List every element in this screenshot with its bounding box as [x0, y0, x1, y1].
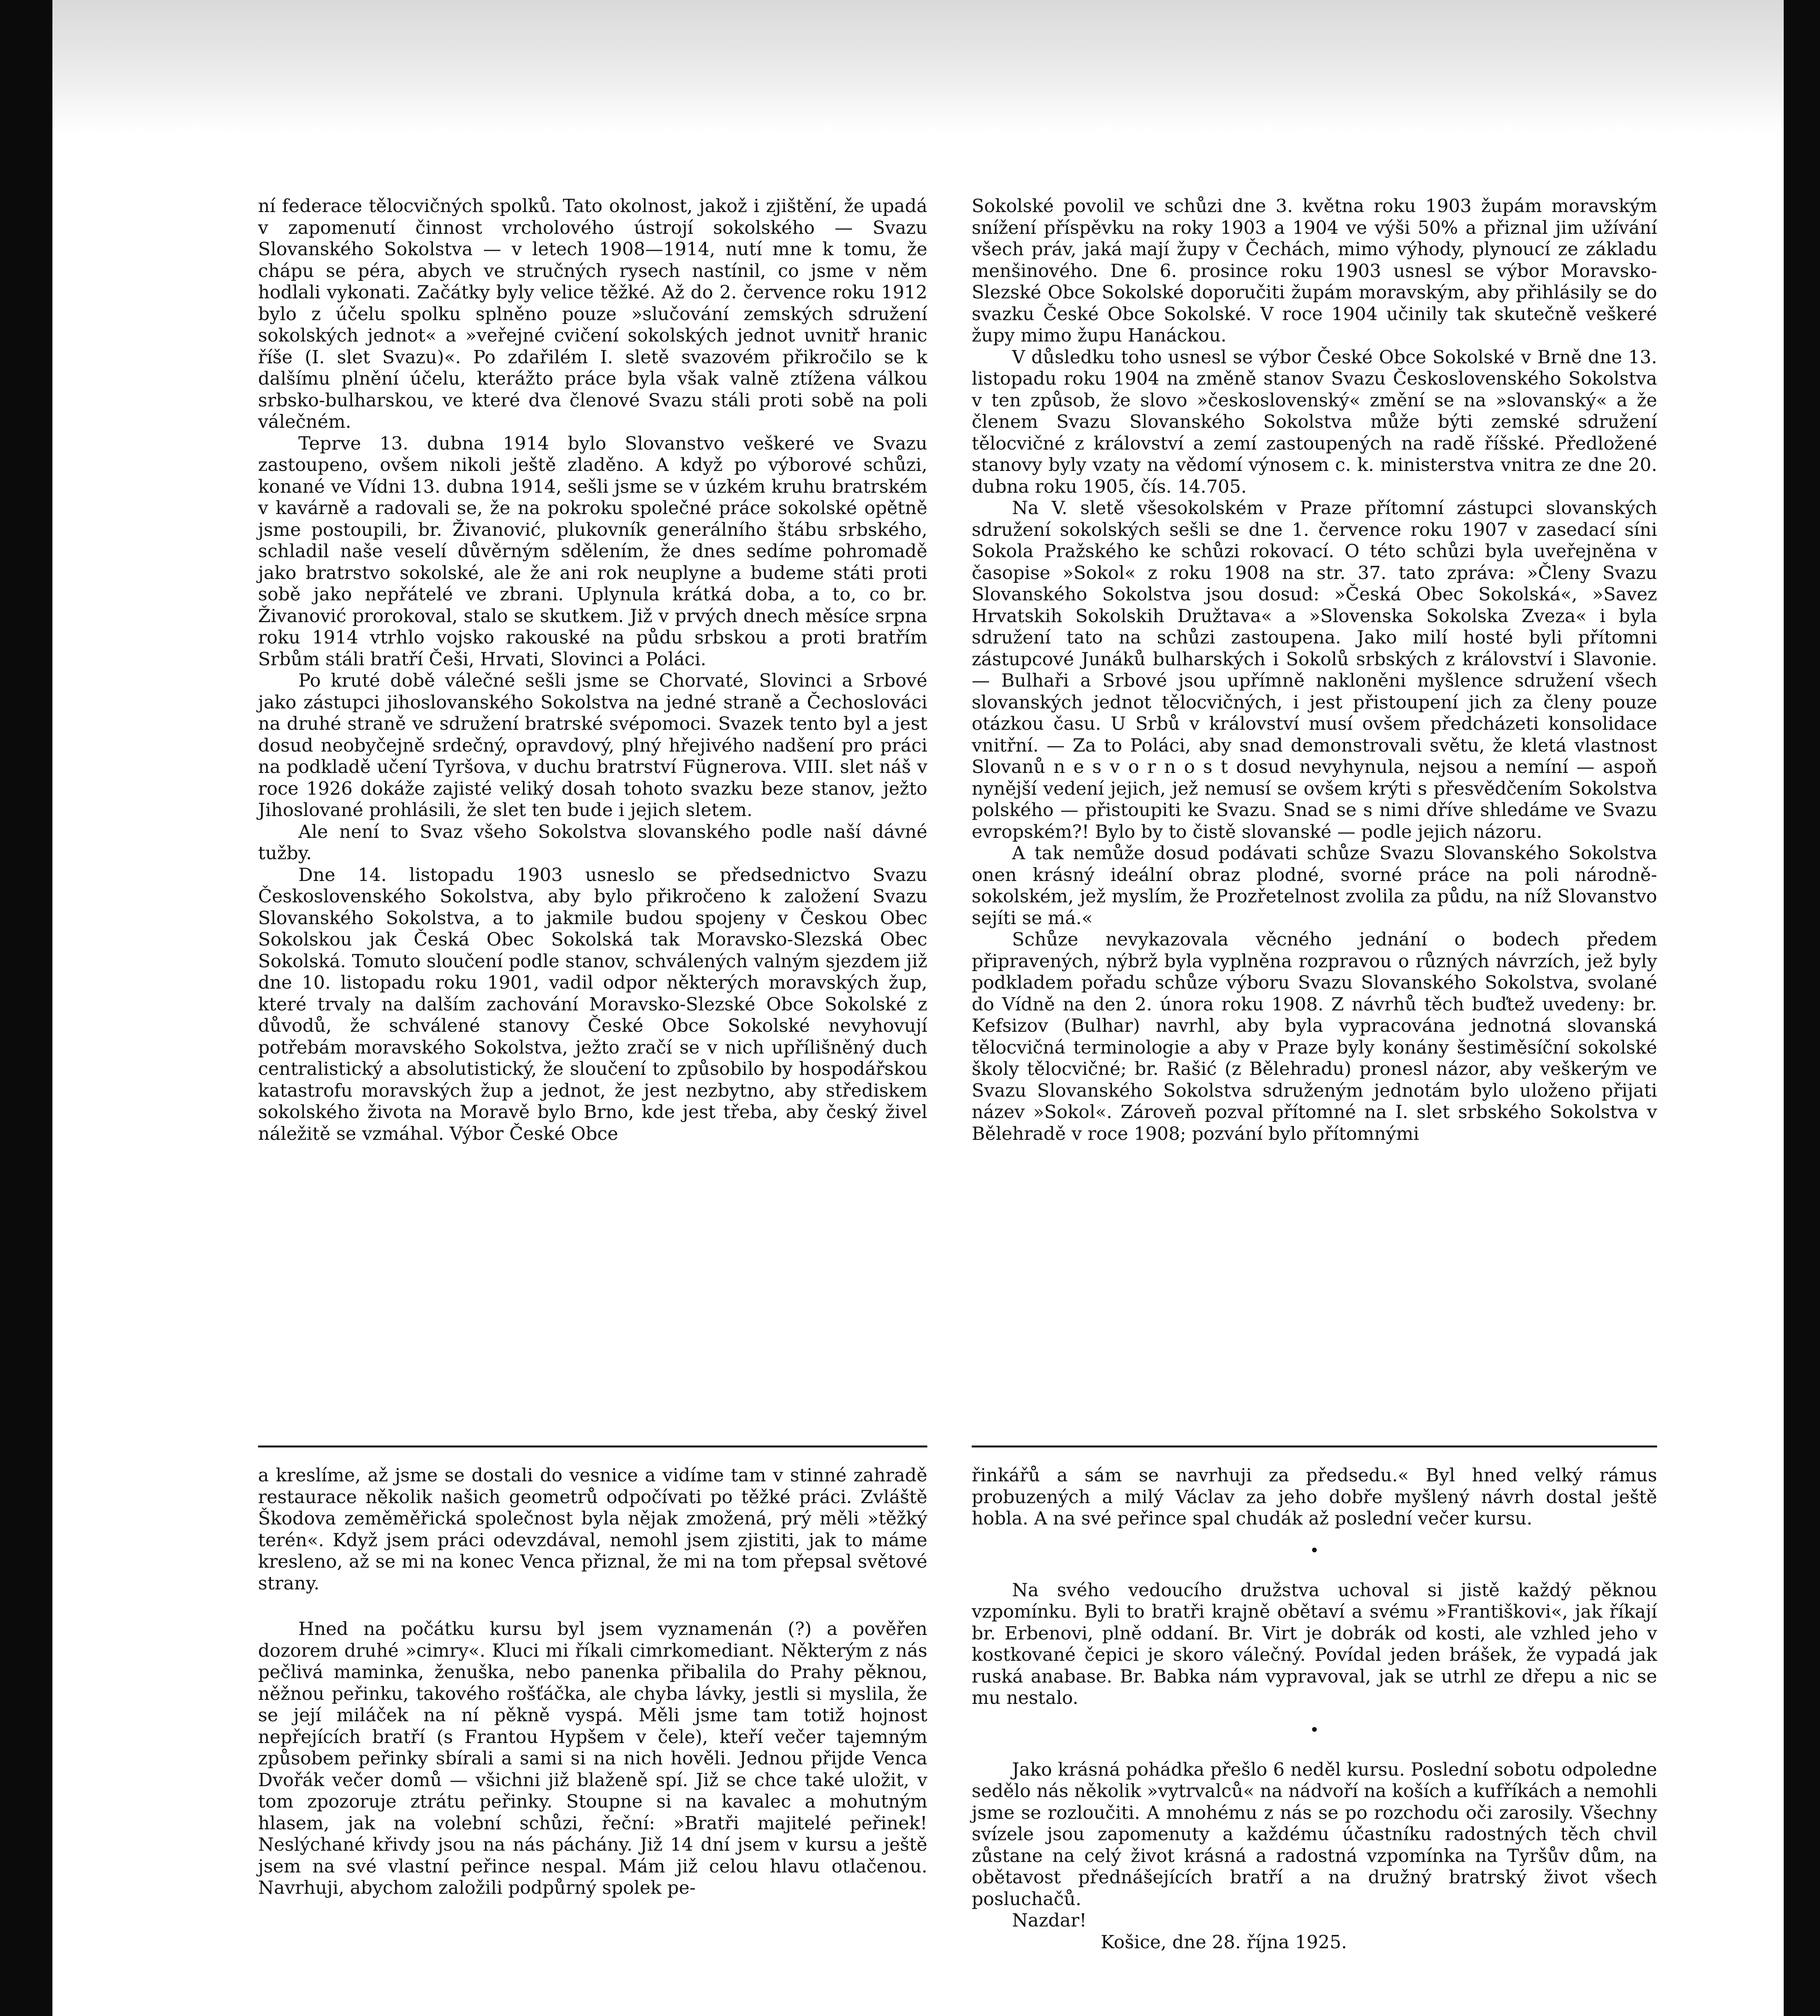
- paragraph: Dne 14. listopadu 1903 usneslo se předsednictvo Svazu Československého Sokolstva, aby bylo přikročeno k založení Svazu Slovanského Sokolstva, a to jakmile budou spojeny v Českou Obec Sokolskou jak Česká Obec Sokolská tak Moravsko-Slezská Obec Sokolská. Tomuto sloučení podle stanov, schválených valným sjezdem již dne 10. listopadu roku 1901, vadil odpor některých moravských žup, které trvaly na dalším zachování Moravsko-Slezské Obce Sokolské z důvodů, že schválené stanovy České Obce Sokolské nevyhovují potřebám moravského Sokolstva, ježto zračí se v nich upřílišněný duch centralistický a absolutistický, že sloučení to způsobilo by hospodářskou katastrofu moravských žup a jednot, že jest nezbytno, aby střediskem sokolského života na Moravě bylo Brno, kde jest třeba, aby český živel náležitě se vzmáhal. Výbor České Obce: [258, 864, 927, 1144]
- paragraph: Na svého vedoucího družstva uchoval si jistě každý pěknou vzpomínku. Byli to bratři krajně obětaví a svému »Františkovi«, jak říkají br. Erbenovi, plně oddaní. Br. Virt je dobrák od kosti, ale vzhled jeho v kostkované čepici je skoro válečný. Povídal jeden brášek, že vypadá jak ruská anabase. Br. Babka nám vypravoval, jak se utrhl ze dřepu a nic se mu nestalo.: [972, 1579, 1657, 1708]
- closing-greeting: Nazdar!: [1012, 1910, 1087, 1931]
- paragraph: Teprve 13. dubna 1914 bylo Slovanstvo veškeré ve Svazu zastoupeno, ovšem nikoli ještě zladěno. A když po výborové schůzi, konané ve Vídni 13. dubna 1914, sešli jsme se v úzkém kruhu bratrském v kavárně a radovali se, že na pokroku společné práce sokolské opětně jsme postoupili, br. Živanović, plukovník generálního štábu srbského, schladil naše veselí důvěrným sdělením, že dnes sedíme pohromadě jako bratrstvo sokolské, ale že ani rok neuplyne a budeme státi proti sobě jako nepřátelé ve zbrani. Uplynula krátká doba, a to, co br. Živanović prorokoval, stalo se skutkem. Již v prvých dnech měsíce srpna roku 1914 vtrhlo vojsko rakouské na půdu srbskou a proti bratřím Srbům stáli bratří Češi, Hrvati, Slovinci a Poláci.: [258, 432, 927, 670]
- scan-right-border: [1784, 0, 1820, 2016]
- scan-left-border: [0, 0, 52, 2016]
- section-divider-right: [972, 1445, 1657, 1447]
- article-bottom-left-column: [258, 1464, 927, 1899]
- article-top-right-column: [972, 195, 1657, 1144]
- paragraph: Sokolské povolil ve schůzi dne 3. května roku 1903 župám moravským snížení příspěvku na roky 1903 a 1904 ve výši 50% a přiznal jim užívání všech práv, jaká mají župy v Čechách, mimo výhody, plynoucí ze základu menšinového. Dne 6. prosince roku 1903 usnesl se výbor Moravsko-Slezské Obce Sokolské doporučiti župám moravským, aby přihlásily se do svazku České Obce Sokolské. V roce 1904 učinily tak skutečně veškeré župy mimo župu Hanáckou.: [972, 195, 1657, 346]
- paragraph: Schůze nevykazovala věcného jednání o bodech předem připravených, nýbrž byla vyplněna rozpravou o různých návrzích, jež byly podkladem pořadu schůze výboru Svazu Slovanského Sokolstva, svolané do Vídně na den 2. února roku 1908. Z návrhů těch buďtež uvedeny: br. Kefsizov (Bulhar) navrhl, aby byla vypracována jednotná slovanská tělocvičná terminologie a aby v Praze byly konány šestiměsíční sokolské školy tělocvičné; br. Rašić (z Bělehradu) pronesl názor, aby veškerým ve Svazu Slovanského Sokolstva sdruženým jednotám bylo uloženo přijati název »Sokol«. Zároveň pozval přítomné na I. slet srbského Sokolstva v Bělehradě v roce 1908; pozvání bylo přítomnými: [972, 929, 1657, 1144]
- paragraph: Ale není to Svaz všeho Sokolstva slovanského podle naší dávné tužby.: [258, 821, 927, 864]
- article-top-left-column: [258, 195, 927, 1144]
- section-divider-left: [258, 1445, 927, 1447]
- signature-place-date: Košice, dne 28. října 1925.: [1101, 1931, 1347, 1953]
- section-separator-dot: •: [1310, 1720, 1319, 1739]
- paragraph: Jako krásná pohádka přešlo 6 neděl kursu. Poslední sobotu odpoledne sedělo nás několik »vytrvalců« na nádvoří na koších a kufříkách a nemohli jsme se rozloučiti. A mnohému z nás se po rozchodu oči zarosily. Všechny svízele jsou zapomenuty a každému účastníku radostných těch chvil zůstane na celý život krásná a radostná vzpomínka na Tyršův dům, na obětavost přednášejících bratří a na družný bratrský život všech posluchačů.: [972, 1758, 1657, 1910]
- paragraph: řinkářů a sám se navrhuji za předsedu.« Byl hned velký rámus probuzených a milý Václav za jeho dobře myšlený návrh dostal ještě hobla. A na své peřince spal chudák až poslední večer kursu.: [972, 1464, 1657, 1529]
- paragraph: Po kruté době válečné sešli jsme se Chorvaté, Slovinci a Srbové jako zástupci jihoslovanského Sokolstva na jedné straně a Čechoslováci na druhé straně ve sdružení bratrské svépomoci. Svazek tento byl a jest dosud neobyčejně srdečný, opravdový, plný hřejivého nadšení pro práci na podkladě učení Tyršova, v duchu bratrství Fügnerova. VIII. slet náš v roce 1926 dokáže zajisté veliký dosah tohoto svazku beze stanov, ježto Jihoslované prohlásili, že slet ten bude i jejich sletem.: [258, 670, 927, 821]
- paragraph: ní federace tělocvičných spolků. Tato okolnost, jakož i zjištění, že upadá v zapomenutí činnost vrcholového ústrojí sokolského — Svazu Slovanského Sokolstva — v letech 1908—1914, nutí mne k tomu, že chápu se péra, abych ve stručných rysech nastínil, co jsme v něm hodlali vykonati. Začátky byly velice těžké. Až do 2. července roku 1912 bylo z účelu spolku splněno pouze »slučování zemských sdružení sokolských jednot« a »veřejné cvičení sokolských jednot uvnitř hranic říše (I. slet Svazu)«. Po zdařilém I. sletě svazovém přikročilo se k dalšímu plnění účelu, kterážto práce byla však valně ztížena válkou srbsko-bulharskou, ve které dva členové Svazu stáli proti sobě na poli válečném.: [258, 195, 927, 432]
- section-separator-dot: •: [1310, 1541, 1319, 1560]
- scan-top-shading: [0, 0, 1820, 133]
- paragraph: Hned na počátku kursu byl jsem vyznamenán (?) a pověřen dozorem druhé »cimry«. Kluci mi říkali cimrkomediant. Některým z nás pečlivá maminka, ženuška, nebo panenka přibalila do Prahy pěknou, něžnou peřinku, takového rošťáčka, ale chyba lávky, jestli si myslila, že se její miláček na ní pěkně vyspá. Měli jsme tam totiž hojnost nepřejících bratří (s Frantou Hypšem v čele), kteří večer tajemným způsobem peřinky sbírali a sami si na nich hověli. Jednou přijde Venca Dvořák večer domů — všichni již blaženě spí. Již se chce také uložit, v tom zpozoruje ztrátu peřinky. Stoupne si na kavalec a mohutným hlasem, jak na volební schůzi, řeční: »Bratři majitelé peřinek! Neslýchané křivdy jsou na nás páchány. Již 14 dní jsem v kursu a ještě jsem na své vlastní peřince nespal. Mám již celou hlavu otlačenou. Navrhuji, abychom založili podpůrný spolek pe-: [258, 1618, 927, 1898]
- article-bottom-right-column: [972, 1464, 1657, 1953]
- paragraph: a kreslíme, až jsme se dostali do vesnice a vidíme tam v stinné zahradě restaurace několik našich geometrů odpočívati po těžké práci. Zvláště Škodova zeměměřická společnost byla nějak zmožená, prý měli »těžký terén«. Když jsem práci odevzdával, nemohl jsem zjistiti, jak to máme kresleno, až se mi na konec Venca přiznal, že mi na tom přepsal světové strany.: [258, 1464, 927, 1594]
- paragraph: V důsledku toho usnesl se výbor České Obce Sokolské v Brně dne 13. listopadu roku 1904 na změně stanov Svazu Československého Sokolstva v ten způsob, že slovo »československý« změní se na »slovanský« a že členem Svazu Slovanského Sokolstva může býti zemské sdružení tělocvičné z království a zemí zastoupených na radě říšské. Předložené stanovy byly vzaty na vědomí výnosem c. k. ministerstva vnitra ze dne 20. dubna roku 1905, čís. 14.705.: [972, 346, 1657, 497]
- paragraph: A tak nemůže dosud podávati schůze Svazu Slovanského Sokolstva onen krásný ideální obraz plodné, svorné práce na poli národně-sokolském, jež myslím, že Prozřetelnost zvolila za půdu, na níž Slovanstvo sejíti se má.«: [972, 842, 1657, 929]
- paragraph: Na V. sletě všesokolském v Praze přítomní zástupci slovanských sdružení sokolských sešli se dne 1. července roku 1907 v zasedací síni Sokola Pražského ke schůzi rokovací. O této schůzi byla uveřejněna v časopise »Sokol« z roku 1908 na str. 37. tato zpráva: »Členy Svazu Slovanského Sokolstva jsou dosud: »Česká Obec Sokolská«, »Savez Hrvatskih Sokolskih Družtava« a »Slovenska Sokolska Zveza« i byla sdružení tato na schůzi zastoupena. Jako milí hosté byli přítomni zástupcové Junáků bulharských i Sokolů srbských z království i Slavonie. — Bulhaři a Srbové jsou upřímně nakloněni myšlence sdružení všech slovanských jednot tělocvičných, i jest přistoupení jich za členy pouze otázkou času. U Srbů v království musí ovšem předcházeti konsolidace vnitřní. — Za to Poláci, aby snad demonstrovali světu, že kletá vlastnost Slovanů n e s v o r n o s t dosud nevyhynula, nejsou a nemíní — aspoň nynější vedení jejich, jež nemusí se ovšem krýti s přesvědčením Sokolstva polského — přistoupiti ke Svazu. Snad se s nimi dříve shledáme ve Svazu evropském?! Bylo by to čistě slovanské — podle jejich názoru.: [972, 497, 1657, 842]
